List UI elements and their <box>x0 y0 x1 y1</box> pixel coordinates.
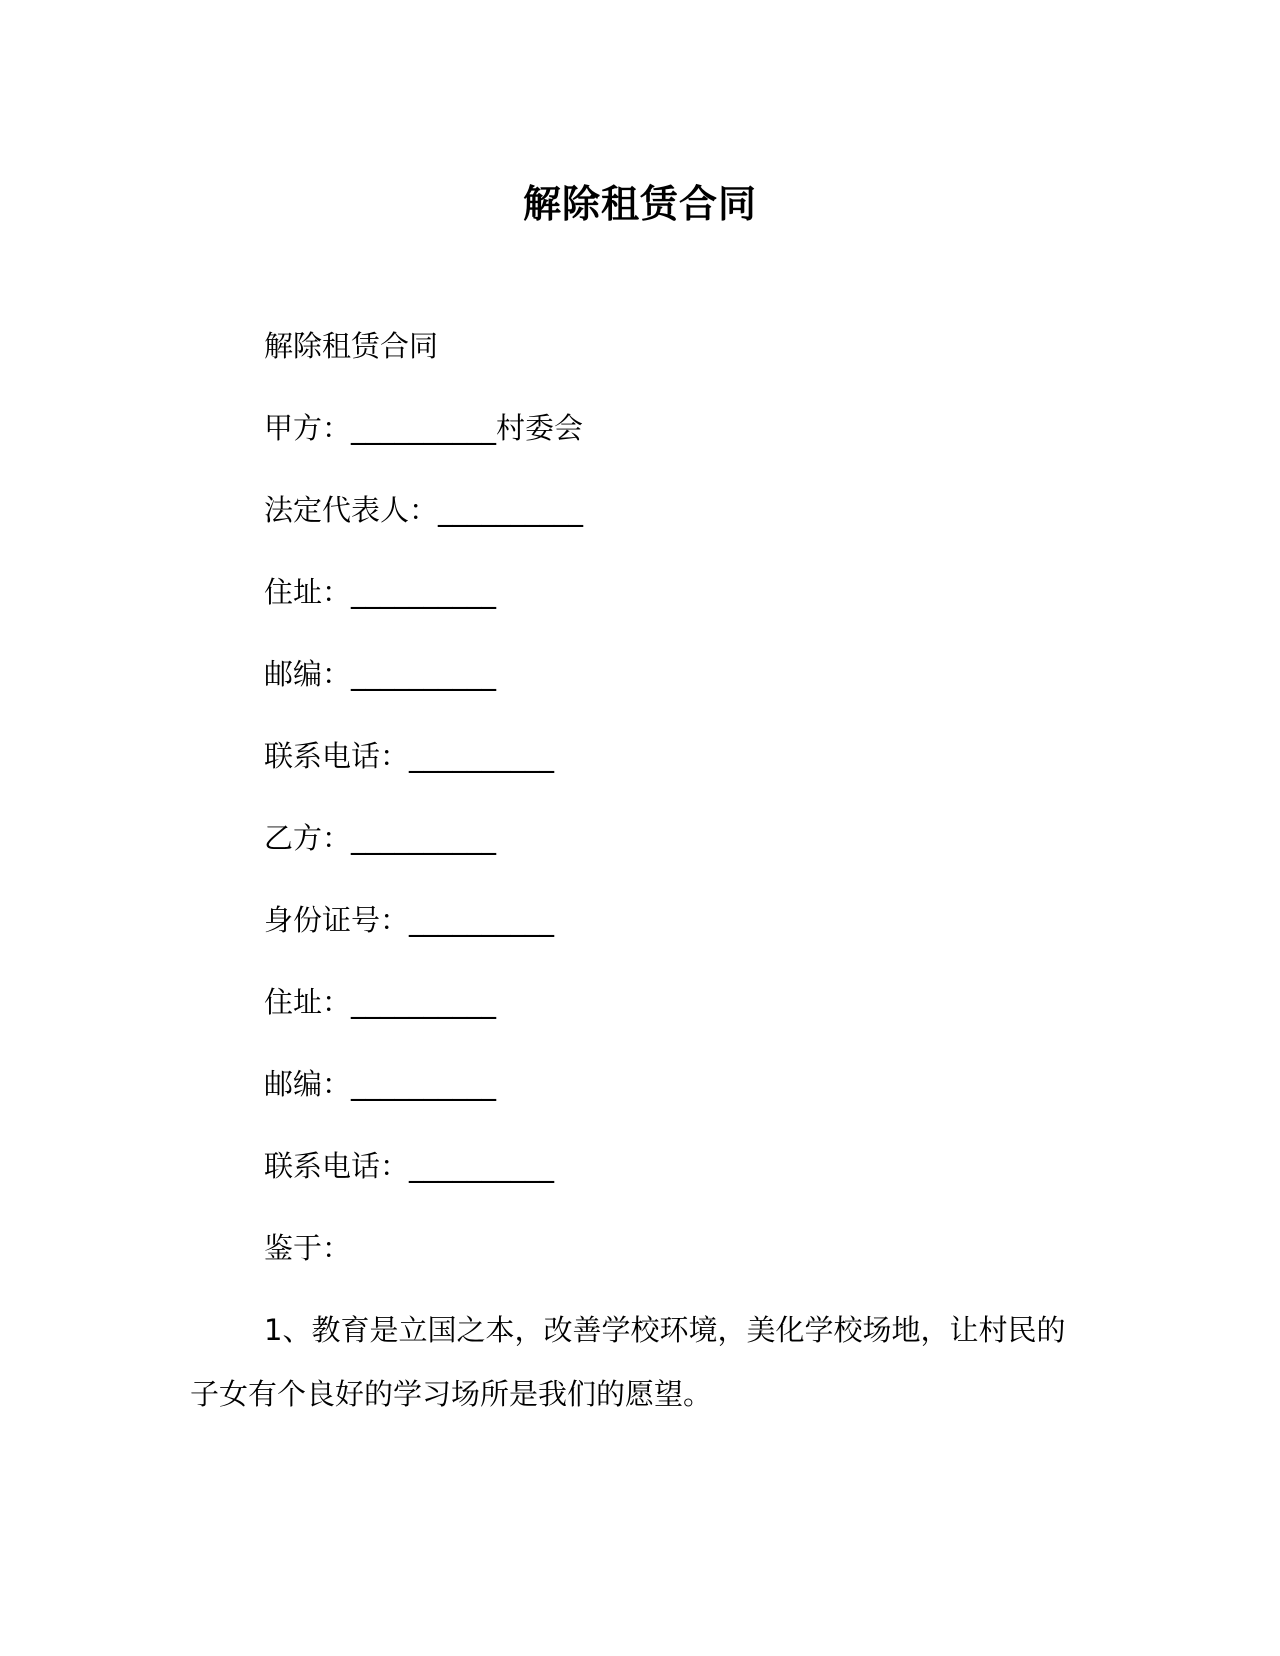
paragraph-1-line-1: 1、教育是立国之本，改善学校环境，美化学校场地，让村民的 <box>264 1313 1066 1347</box>
party-a-postcode-line: 邮编：__________ <box>264 657 497 691</box>
party-b-address-line: 住址：__________ <box>264 985 497 1019</box>
paragraph-1-line-2: 子女有个良好的学习场所是我们的愿望。 <box>190 1377 713 1411</box>
party-b-id-line: 身份证号：__________ <box>264 903 555 937</box>
party-a-address-line: 住址：__________ <box>264 575 497 609</box>
party-a-phone-line: 联系电话：__________ <box>264 739 555 773</box>
paragraph-1 <box>190 1310 1090 1414</box>
party-b-line: 乙方：__________ <box>264 821 497 855</box>
whereas-heading: 鉴于： <box>264 1231 352 1265</box>
party-a-line: 甲方：__________村委会 <box>264 411 584 445</box>
party-b-postcode-line: 邮编：__________ <box>264 1067 497 1101</box>
party-b-phone-line: 联系电话：__________ <box>264 1149 555 1183</box>
document-subtitle: 解除租赁合同 <box>264 329 439 363</box>
document-title: 解除租赁合同 <box>522 182 757 226</box>
legal-representative-line: 法定代表人：__________ <box>264 493 584 527</box>
